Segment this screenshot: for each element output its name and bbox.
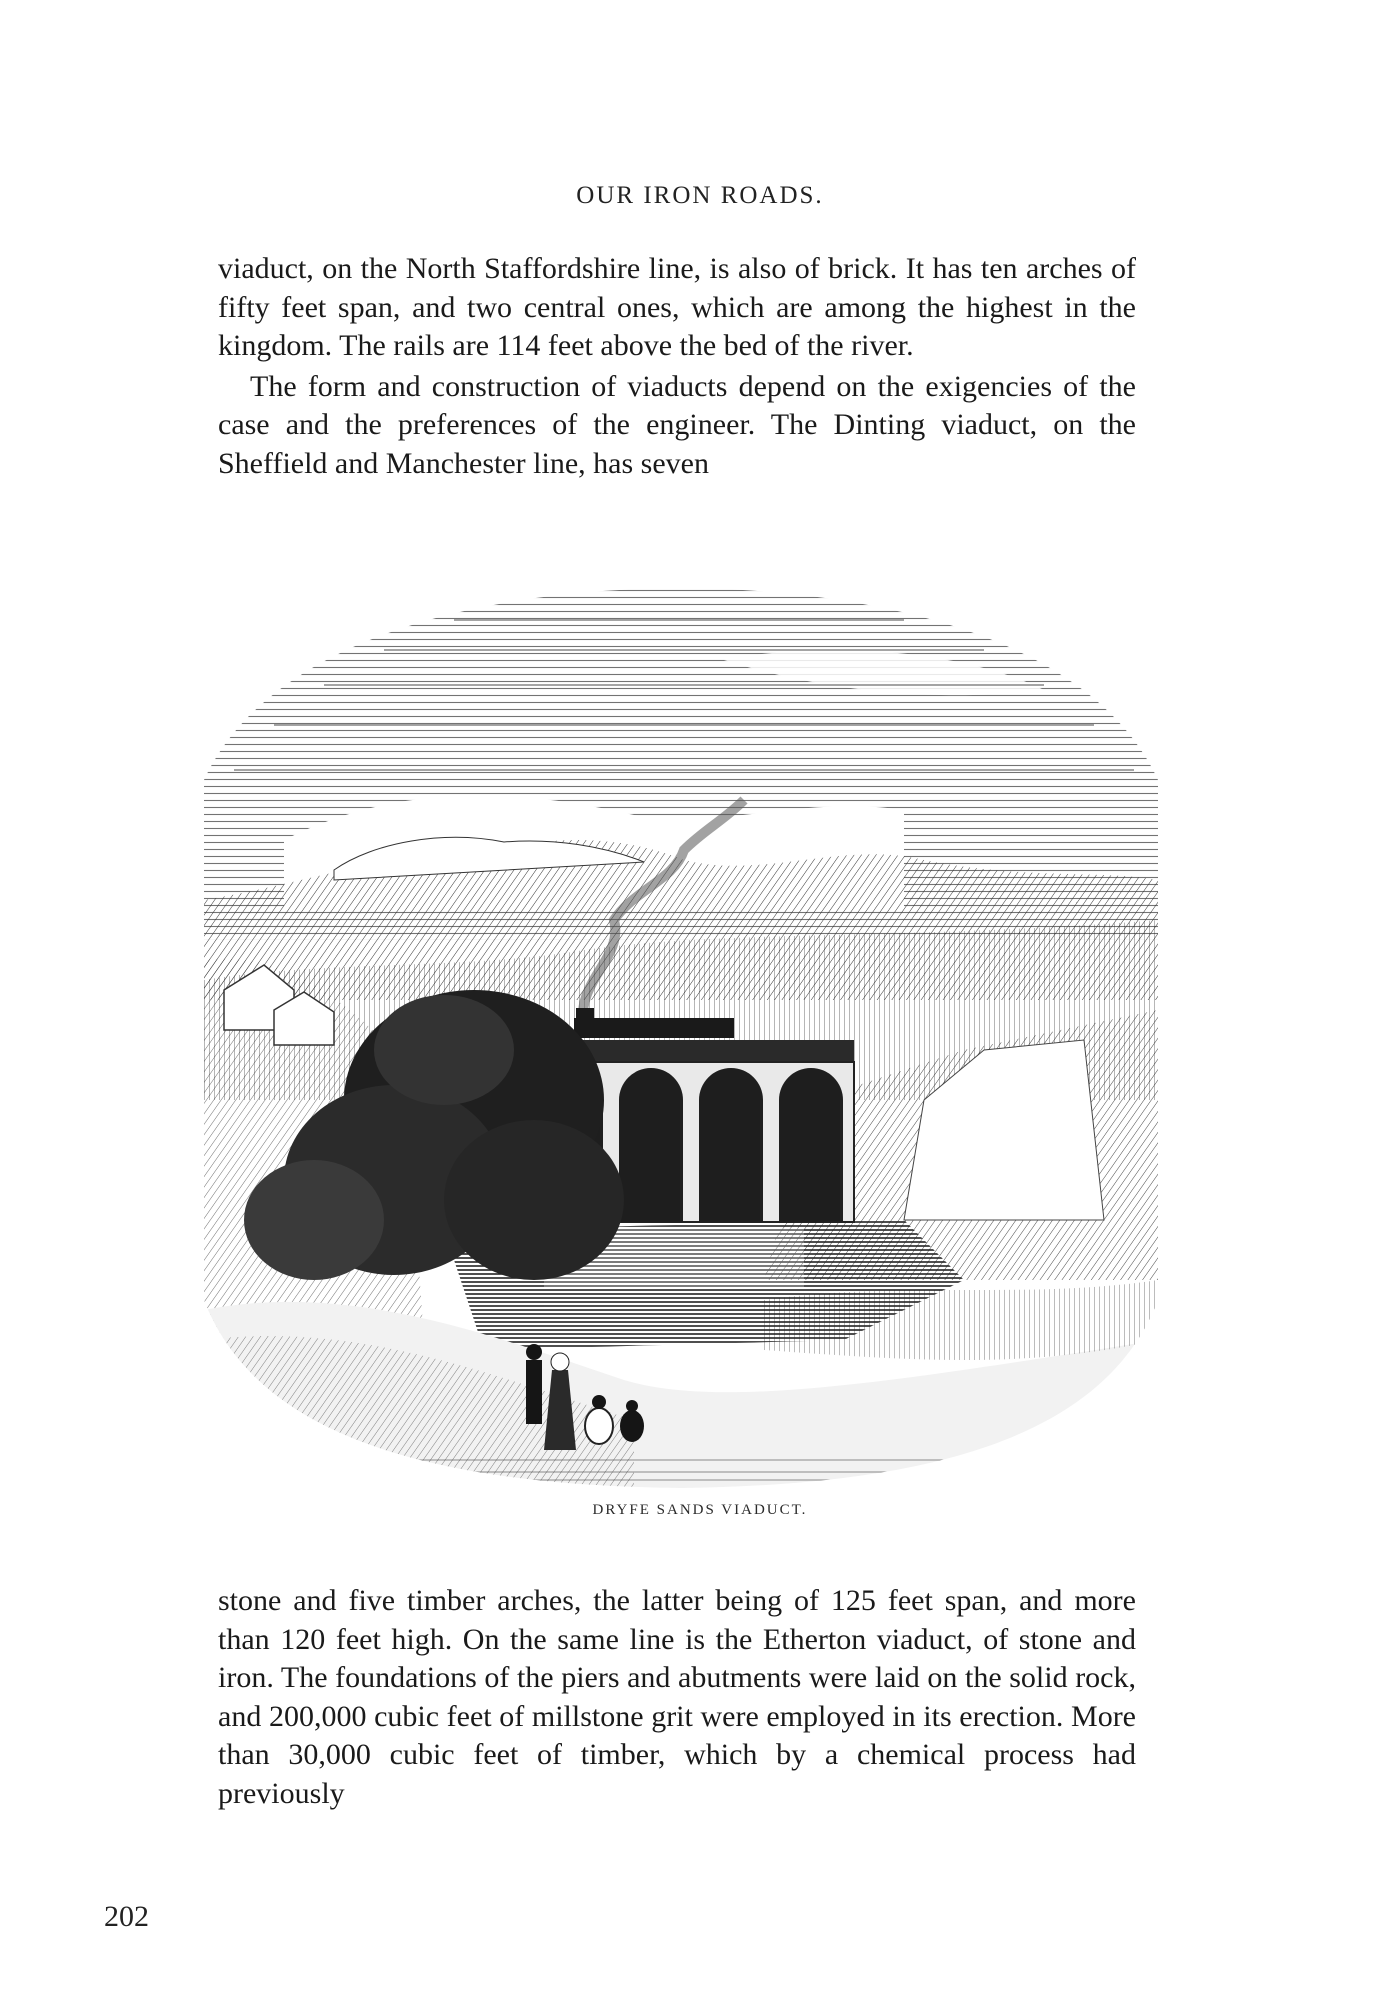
paragraph: The form and construction of viaducts depend on the exigencies of the case and the preferences of the engineer. The Dinting viaduct, on the Sheffield and Manchester line, has seven [218, 369, 1136, 480]
running-head: OUR IRON ROADS. [576, 182, 824, 209]
paragraph: stone and five timber arches, the latter being of 125 feet span, and more than 120 feet high. On the same line is the Etherton viaduct, of stone and iron. The foundations of the piers and abutments were laid on the solid rock, and 200,000 cubic feet of millstone grit were employed in its erection. More than 30,000 cubic feet of timber, which by a chemical process had previously [218, 1584, 1136, 1810]
body-text-top [218, 250, 1136, 483]
page-number: 202 [104, 1900, 149, 1933]
paragraph: viaduct, on the North Staffordshire line, is also of brick. It has ten arches of fifty feet span, and two central ones, which are among the highest in the kingdom. The rails are 114 feet above the bed of the river. [218, 252, 1136, 362]
figure-caption: DRYFE SANDS VIADUCT. [592, 1502, 808, 1518]
viaduct-engraving [204, 580, 1158, 1492]
engraving-scene [204, 580, 1158, 1492]
body-text-bottom [218, 1582, 1136, 1813]
